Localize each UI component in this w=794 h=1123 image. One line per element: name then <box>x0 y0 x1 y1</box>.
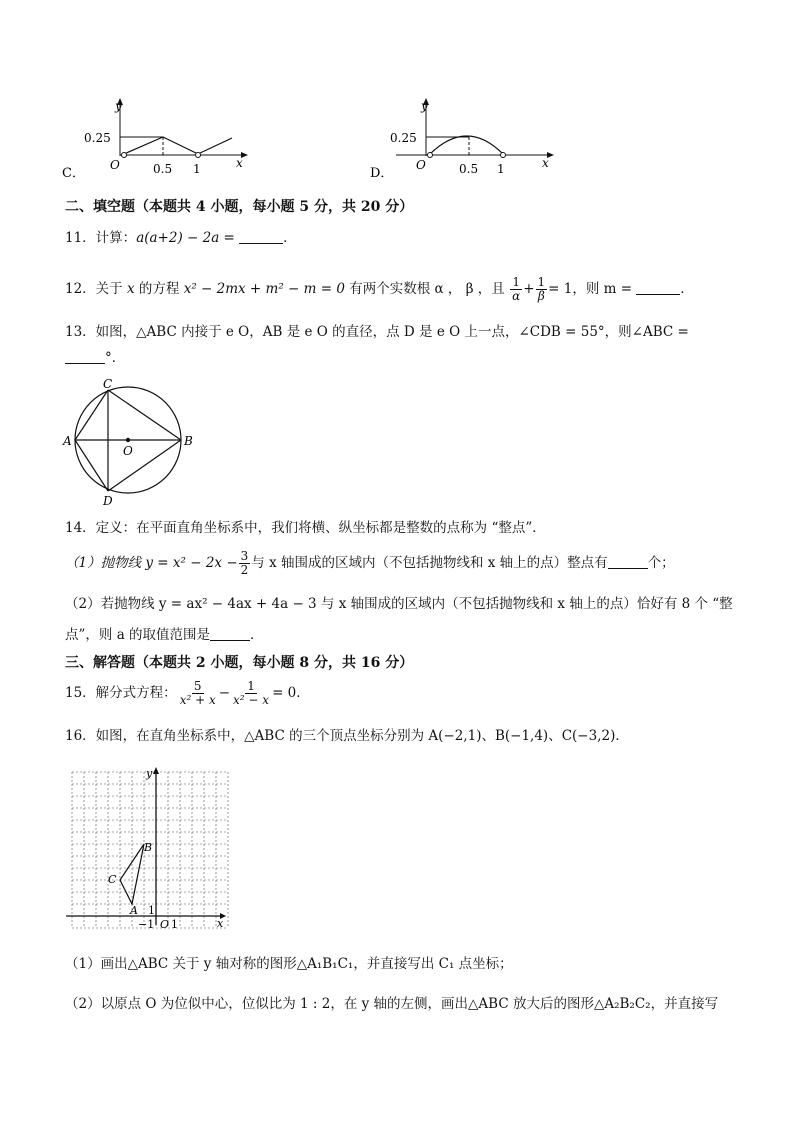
q12-end: ． <box>680 281 694 297</box>
q11-number: 11．计算： <box>65 230 137 246</box>
y-label: y <box>421 99 428 113</box>
point-label-b: B <box>184 434 193 448</box>
q12-frac2-num: 1 <box>537 275 546 289</box>
q14-p1-end: 个； <box>647 555 675 571</box>
segment-ad <box>75 440 108 491</box>
question-13-line-2 <box>65 348 125 368</box>
segment-cb <box>108 390 181 440</box>
question-16-stem: 16．如图，在直角坐标系中，△ABC 的三个顶点坐标分别为 A(−2,1)、B(−1,4)、C(−3,2)． <box>65 728 629 744</box>
q14-p1-answer-blank[interactable] <box>608 554 648 569</box>
question-15 <box>65 680 310 707</box>
q14-p1-post: 与 x 轴围成的区域内（不包括抛物线和 x 轴上的点）整点有 <box>251 555 608 571</box>
q15-minus: − <box>218 685 231 701</box>
option-c-graph <box>60 92 250 184</box>
q12-frac1-den: α <box>512 289 521 303</box>
q12-frac1-num: 1 <box>512 275 520 289</box>
q12-equation: x² − 2mx + m² − m = 0 <box>183 281 345 297</box>
q13-end: °． <box>105 350 126 366</box>
q15-frac1-num: 5 <box>193 679 202 693</box>
x-tick-label-1: 1 <box>171 918 178 931</box>
question-14-part-1 <box>65 550 675 577</box>
vertex-label-c: C <box>108 873 117 886</box>
question-16-part-1: （1）画出△ABC 关于 y 轴对称的图形△A₁B₁C₁，并直接写出 C₁ 点坐标； <box>65 956 513 972</box>
q15-fraction-1 <box>178 680 218 707</box>
q15-pre: 15．解分式方程： <box>65 685 177 701</box>
point-label-c: C <box>103 378 113 391</box>
y-tick-label-1: 1 <box>148 904 155 917</box>
question-14-part-2-line-1: （2）若抛物线 y = ax² − 4ax + 4a − 3 与 x 轴围成的区域内（不包括抛物线和 x 轴上的点）恰好有 8 个 “整 <box>65 596 733 612</box>
option-d-label: D． <box>370 166 394 181</box>
question-12 <box>65 276 694 303</box>
q12-var-x: x <box>126 281 135 297</box>
origin-label: O <box>160 918 170 931</box>
q14-p1-pre: （1）抛物线 y = x² − 2x − <box>65 555 238 571</box>
option-d-graph <box>366 92 556 184</box>
q14-p1-frac-num: 3 <box>240 549 249 563</box>
q12-number: 12．关于 <box>65 281 127 297</box>
option-c-curve <box>124 137 232 154</box>
open-point-origin <box>428 153 433 158</box>
q15-frac1-den: x² + x <box>179 693 216 707</box>
point-label-o: O <box>123 444 133 458</box>
point-label-d: D <box>103 494 113 508</box>
q14-p2-text: 点”，则 a 的取值范围是 <box>65 627 211 643</box>
peak-label: 0.25 <box>84 131 111 145</box>
q16-coordinate-grid <box>62 765 230 935</box>
tick-label-0.5: 0.5 <box>153 162 173 176</box>
tick-label-1: 1 <box>193 162 201 176</box>
q13-circle-figure <box>62 378 197 508</box>
grid-y-label: y <box>146 767 153 780</box>
q11-answer-blank[interactable] <box>239 229 283 244</box>
q12-eq2: = 1，则 m = <box>548 281 633 297</box>
q15-frac2-den: x² − x <box>233 693 270 707</box>
peak-label: 0.25 <box>390 131 417 145</box>
origin-label: O <box>110 158 120 172</box>
q15-post: = 0． <box>272 685 310 701</box>
tick-label-1: 1 <box>497 162 505 176</box>
x-label: x <box>542 156 549 170</box>
question-16-part-2: （2）以原点 O 为位似中心，位似比为 1 : 2，在 y 轴的左侧，画出△ABC 放大后的图形△A₂B₂C₂，并直接写 <box>65 996 719 1012</box>
open-point-one <box>196 153 201 158</box>
q14-p2-answer-blank[interactable] <box>210 626 250 641</box>
q12-answer-blank[interactable] <box>636 280 680 295</box>
point-label-a: A <box>63 434 72 448</box>
vertex-label-a: A <box>130 904 138 917</box>
y-arrow <box>153 767 159 774</box>
q12-text-2: 有两个实数根 α ， β ，且 <box>344 281 510 297</box>
q15-fraction-2 <box>231 680 271 707</box>
grid-x-label: x <box>217 917 224 930</box>
q14-p2-end: ． <box>250 627 264 643</box>
option-c-label: C． <box>62 166 85 181</box>
tick-label-0.5: 0.5 <box>459 162 479 176</box>
q12-frac2-den: β <box>537 289 545 303</box>
q12-fraction-2 <box>536 276 548 303</box>
section-title-fill-blank: 二、填空题（本题共 4 小题，每小题 5 分，共 20 分） <box>65 199 414 215</box>
question-14-part-2-line-2 <box>65 625 264 645</box>
q12-text-1: 的方程 <box>134 281 184 297</box>
q11-expression: a(a+2) − 2a = <box>136 230 235 246</box>
vertex-label-b: B <box>144 841 153 854</box>
origin-label: O <box>416 158 426 172</box>
segment-db <box>108 440 181 491</box>
section-title-solutions: 三、解答题（本题共 2 小题，每小题 8 分，共 16 分） <box>65 655 414 671</box>
segment-ac <box>75 390 108 440</box>
open-point-origin <box>122 153 127 158</box>
y-label: y <box>115 99 122 113</box>
question-11 <box>65 228 297 248</box>
x-tick-label-neg1: −1 <box>138 918 155 931</box>
q15-frac2-num: 1 <box>247 679 255 693</box>
q14-p1-frac-den: 2 <box>240 563 249 577</box>
option-d-curve <box>430 136 503 154</box>
q14-p1-fraction <box>239 550 251 577</box>
q11-end: ． <box>283 230 297 246</box>
q13-answer-blank[interactable] <box>65 349 105 364</box>
open-point-one <box>501 153 506 158</box>
center-dot <box>126 438 130 442</box>
q12-plus: + <box>523 281 535 297</box>
q12-fraction-1 <box>510 276 522 303</box>
x-label: x <box>236 156 243 170</box>
question-14-stem: 14．定义：在平面直角坐标系中，我们将横、纵坐标都是整数的点称为 “整点”． <box>65 520 546 536</box>
question-13-line-1: 13．如图，△ABC 内接于 e O，AB 是 e O 的直径，点 D 是 e O 上一点，∠CDB = 55°，则∠ABC = <box>65 324 689 340</box>
